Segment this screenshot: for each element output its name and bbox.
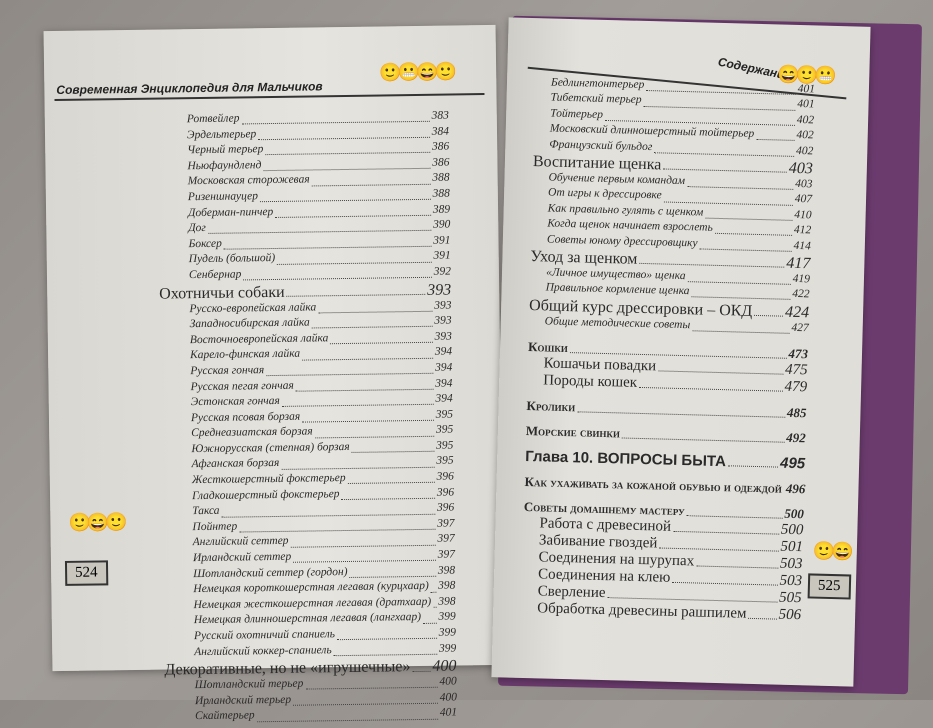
- dot-leader: [433, 607, 436, 608]
- toc-entry-title: Ирландский терьер: [195, 694, 291, 707]
- toc-entry-page: 386: [432, 156, 449, 168]
- toc-entry-page: 386: [432, 141, 449, 153]
- dot-leader: [658, 370, 783, 374]
- toc-entry-title: Английский коккер-спаниель: [194, 644, 332, 658]
- dot-leader: [302, 420, 434, 423]
- toc-entry-page: 393: [435, 330, 452, 342]
- toc-entry-title: Тибетский терьер: [550, 92, 641, 106]
- toc-entry-page: 392: [434, 265, 451, 277]
- dot-leader: [222, 513, 436, 517]
- dot-leader: [257, 718, 438, 722]
- dot-leader: [607, 597, 777, 602]
- toc-entry-title: Западносибирская лайка: [190, 317, 310, 331]
- toc-entry-page: 496: [786, 481, 806, 498]
- toc-entry-page: 396: [437, 502, 454, 514]
- dot-leader: [659, 548, 778, 552]
- dot-leader: [277, 261, 431, 264]
- toc-entry-page: 388: [433, 187, 450, 199]
- dot-leader: [728, 465, 778, 467]
- toc-entry-page: 402: [796, 129, 814, 141]
- toc-entry-page: 424: [785, 303, 809, 322]
- toc-entry-page: 407: [795, 193, 813, 205]
- toc-entry-title: Советы юному дрессировщику: [547, 233, 698, 249]
- dot-leader: [287, 294, 426, 297]
- toc-entry-page: 506: [778, 607, 801, 625]
- dot-leader: [315, 435, 434, 438]
- toc-entry-title: Английский сеттер: [193, 535, 289, 548]
- dot-leader: [691, 297, 790, 301]
- dot-leader: [330, 342, 432, 344]
- toc-entry-title: Правильное кормление щенка: [545, 282, 689, 298]
- toc-entry-title: Московский длинношерстный тойтерьер: [550, 123, 755, 140]
- dot-leader: [639, 387, 783, 392]
- dot-leader: [639, 263, 784, 268]
- toc-entry-page: 396: [437, 486, 454, 498]
- toc-entry-title: Сенбернар: [189, 268, 242, 281]
- toc-entry-title: Советы домашнему мастеру: [524, 499, 685, 519]
- dot-leader: [224, 246, 431, 250]
- toc-entry-title: От игры к дрессировке: [548, 187, 662, 202]
- dot-leader: [312, 183, 431, 186]
- toc-entry-title: Эстонская гончая: [191, 395, 280, 408]
- dot-leader: [663, 169, 787, 173]
- toc-entry-title: Эрдельтерьер: [187, 128, 256, 141]
- dot-leader: [293, 703, 438, 706]
- running-header: Содержание: [717, 55, 792, 84]
- toc-entry-title: Кролики: [526, 398, 575, 415]
- toc-entry-page: 388: [432, 172, 449, 184]
- page-number: 524: [65, 560, 108, 586]
- toc-entry-title: Ризеншнауцер: [188, 190, 258, 203]
- dot-leader: [291, 544, 436, 547]
- toc-entry-page: 495: [780, 455, 805, 473]
- toc-entry-title: Немецкая длинношерстная легавая (лангхаар): [194, 611, 421, 626]
- cartoon-boys-illustration: 😄🙂😬: [777, 64, 833, 86]
- toc-entry-title: Соединения на шурупах: [538, 549, 694, 570]
- dot-leader: [260, 199, 431, 202]
- dot-leader: [687, 281, 790, 285]
- toc-entry-page: 394: [435, 346, 452, 358]
- right-page: [491, 17, 870, 686]
- toc-entry-page: 398: [438, 580, 455, 592]
- toc-entry-page: 399: [439, 626, 456, 638]
- dot-leader: [312, 326, 433, 329]
- dot-leader: [699, 248, 791, 251]
- toc-entry: [524, 474, 804, 497]
- toc-list: [521, 76, 815, 624]
- toc-entry-page: 396: [436, 471, 453, 483]
- toc-entry-title: Среднеазиатская борзая: [191, 426, 313, 440]
- toc-entry-title: Южнорусская (степная) борзая: [191, 441, 349, 455]
- toc-entry-title: Французский бульдог: [549, 138, 652, 153]
- dot-leader: [673, 531, 779, 535]
- dot-leader: [687, 186, 793, 190]
- toc-entry-page: 397: [438, 549, 455, 561]
- toc-entry-title: Тойтерьер: [550, 107, 603, 120]
- dot-leader: [275, 215, 431, 218]
- toc-entry-page: 427: [791, 322, 809, 334]
- toc-entry-page: 417: [786, 255, 810, 274]
- dot-leader: [754, 315, 783, 317]
- toc-entry-title: Обучение первым командам: [548, 171, 685, 187]
- toc-entry-title: Пойнтер: [192, 520, 237, 533]
- toc-entry-title: Немецкая короткошерстная легавая (курцхаар): [193, 580, 429, 595]
- toc-entry-page: 389: [433, 203, 450, 215]
- toc-entry-page: 400: [440, 691, 457, 703]
- toc-entry: [525, 448, 805, 472]
- toc-entry-page: 500: [781, 522, 804, 540]
- toc-entry-title: Черный терьер: [187, 143, 263, 156]
- toc-entry-title: Охотничьи собаки: [159, 283, 285, 303]
- toc-entry-page: 397: [437, 517, 454, 529]
- toc-entry-title: Бедлингтонтерьер: [551, 77, 645, 91]
- dot-leader: [715, 233, 792, 236]
- toc-entry-title: Пудель (большой): [189, 252, 276, 265]
- toc-entry-title: Московская сторожевая: [188, 174, 310, 188]
- toc-entry-title: Русский охотничий спаниель: [194, 628, 335, 642]
- toc-entry-page: 501: [780, 539, 803, 557]
- toc-entry-page: 403: [795, 178, 813, 190]
- toc-entry-page: 401: [797, 98, 815, 110]
- toc-entry-page: 398: [438, 564, 455, 576]
- toc-entry-page: 398: [438, 595, 455, 607]
- toc-entry-page: 394: [435, 361, 452, 373]
- toc-entry-page: 393: [434, 315, 451, 327]
- dot-leader: [337, 638, 437, 640]
- toc-entry-title: Кошки: [528, 339, 568, 356]
- toc-entry-title: Когда щенок начинает взрослеть: [547, 218, 713, 234]
- toc-entry: [526, 398, 806, 421]
- dot-leader: [266, 373, 433, 376]
- dot-leader: [334, 654, 437, 656]
- toc-entry-page: 402: [796, 145, 814, 157]
- toc-entry-page: 485: [787, 405, 807, 422]
- toc-entry-page: 473: [788, 346, 808, 363]
- toc-entry-page: 393: [427, 281, 451, 299]
- page-number: 525: [808, 573, 851, 599]
- toc-entry-title: Шотландский терьер: [195, 678, 304, 692]
- toc-entry-title: Уход за щенком: [530, 248, 637, 269]
- dot-leader: [622, 437, 784, 442]
- toc-entry-page: 412: [794, 224, 812, 236]
- toc-entry-page: 403: [789, 160, 813, 179]
- dot-leader: [293, 560, 435, 563]
- toc-entry-page: 422: [792, 288, 810, 300]
- toc-entry-page: 400: [432, 658, 456, 676]
- toc-entry-title: Кошачьи повадки: [543, 355, 656, 375]
- toc-entry-page: 395: [436, 408, 453, 420]
- toc-entry-title: Забивание гвоздей: [539, 532, 658, 552]
- toc-entry-page: 397: [437, 533, 454, 545]
- toc-entry-title: Жесткошерстный фокстерьер: [192, 472, 346, 486]
- toc-entry-title: Русская гончая: [190, 364, 264, 377]
- toc-entry-title: Русско-европейская лайка: [189, 301, 316, 315]
- toc-entry-title: Гладкошерстный фокстерьер: [192, 488, 340, 502]
- toc-entry-page: 395: [436, 439, 453, 451]
- toc-entry: [165, 707, 457, 727]
- dot-leader: [423, 622, 437, 623]
- dot-leader: [265, 152, 430, 155]
- toc-entry-title: Ирландский сеттер: [193, 551, 291, 564]
- dot-leader: [687, 515, 783, 519]
- toc-entry-page: 395: [436, 424, 453, 436]
- toc-entry-page: 503: [780, 556, 803, 574]
- toc-entry-title: Карело-финская лайка: [190, 348, 300, 362]
- cartoon-boys-illustration: 🙂😄🙂: [68, 512, 124, 534]
- cartoon-boys-illustration: 🙂😬😄🙂: [379, 61, 453, 83]
- toc-entry-page: 400: [439, 676, 456, 688]
- dot-leader: [263, 168, 430, 171]
- toc-entry-title: Морские свинки: [526, 423, 621, 441]
- toc-entry-page: 410: [794, 209, 812, 221]
- toc-entry-title: Скайтерьер: [195, 710, 255, 723]
- toc-entry-page: 503: [779, 573, 802, 591]
- toc-entry-title: Как ухаживать за кожаной обувью и одеждой: [524, 474, 782, 497]
- dot-leader: [302, 357, 433, 360]
- dot-leader: [242, 121, 430, 125]
- toc-entry-page: 391: [433, 234, 450, 246]
- toc-entry-title: Восточноевропейская лайка: [190, 332, 329, 346]
- toc-entry-title: Немецкая жесткошерстная легавая (дратхаар): [193, 596, 431, 611]
- dot-leader: [282, 404, 434, 407]
- toc-entry-page: 500: [784, 506, 804, 523]
- toc-entry-title: Ротвейлер: [187, 112, 240, 125]
- toc-entry-page: 479: [784, 379, 807, 397]
- toc-entry-title: Афганская борзая: [192, 457, 280, 470]
- dot-leader: [208, 230, 431, 234]
- toc-entry-title: Общие методические советы: [545, 315, 691, 331]
- toc-entry-title: Декоративные, но не «игрушечные»: [164, 658, 410, 679]
- toc-entry-page: 401: [440, 707, 457, 719]
- dot-leader: [350, 576, 436, 578]
- dot-leader: [692, 330, 789, 334]
- toc-entry-title: Как правильно гулять с щенком: [548, 202, 704, 218]
- running-header: Современная Энциклопедия для Мальчиков: [56, 79, 322, 97]
- toc-entry-title: Шотландский сеттер (гордон): [193, 566, 348, 580]
- dot-leader: [305, 687, 437, 690]
- toc-entry-title: Работа с древесиной: [539, 515, 671, 535]
- dot-leader: [239, 529, 435, 533]
- toc-entry-page: 402: [797, 114, 815, 126]
- toc-entry-title: Воспитание щенка: [533, 153, 662, 174]
- toc-entry-page: 394: [435, 377, 452, 389]
- toc-entry-title: «Личное имущество» щенка: [546, 266, 686, 282]
- toc-entry-page: 393: [434, 299, 451, 311]
- toc-entry-page: 399: [438, 611, 455, 623]
- toc-entry-page: 394: [435, 393, 452, 405]
- toc-entry-page: 391: [433, 250, 450, 262]
- toc-entry-title: Дог: [188, 222, 206, 234]
- dot-leader: [705, 218, 792, 221]
- dot-leader: [756, 139, 794, 141]
- toc-entry-page: 384: [432, 125, 449, 137]
- dot-leader: [318, 311, 432, 314]
- toc-entry-title: Породы кошек: [543, 372, 637, 391]
- toc-entry-page: 505: [779, 590, 802, 608]
- toc-entry-title: Соединения на клею: [538, 566, 671, 586]
- toc-entry-page: 419: [793, 273, 811, 285]
- toc-entry-title: Боксер: [188, 237, 221, 249]
- dot-leader: [243, 277, 431, 281]
- left-page: [44, 25, 505, 671]
- toc-entry-title: Глава 10. ВОПРОСЫ БЫТА: [525, 448, 726, 470]
- toc-entry: [526, 423, 806, 446]
- toc-entry-page: 492: [786, 430, 806, 447]
- toc-entry-title: Обработка древесины рашпилем: [537, 600, 747, 622]
- toc-entry-title: Русская пегая гончая: [190, 379, 293, 392]
- toc-entry-page: 395: [436, 455, 453, 467]
- toc-entry-page: 401: [798, 83, 816, 95]
- toc-entry-page: 399: [439, 642, 456, 654]
- toc-entry-title: Доберман-пинчер: [188, 206, 273, 219]
- dot-leader: [296, 389, 434, 392]
- cartoon-boys-illustration: 🙂😄: [813, 541, 850, 563]
- toc-entry-page: 414: [793, 239, 811, 251]
- dot-leader: [413, 671, 431, 672]
- toc-entry-page: 475: [785, 362, 808, 380]
- dot-leader: [342, 498, 435, 500]
- toc-list: [157, 110, 458, 727]
- toc-entry-page: 383: [431, 110, 448, 122]
- toc-entry-page: 390: [433, 219, 450, 231]
- dot-leader: [258, 137, 429, 140]
- dot-leader: [352, 451, 435, 453]
- toc-entry-title: Такса: [192, 505, 219, 517]
- dot-leader: [696, 566, 778, 569]
- toc-entry-title: Ньюфаундленд: [187, 159, 261, 172]
- toc-entry-title: Общий курс дрессировки – ОКД: [529, 297, 753, 321]
- toc-entry-title: Русская псовая борзая: [191, 410, 300, 424]
- toc-entry-title: Сверление: [537, 583, 605, 602]
- dot-leader: [281, 467, 434, 470]
- dot-leader: [348, 482, 435, 484]
- dot-leader: [672, 582, 777, 586]
- dot-leader: [748, 618, 776, 620]
- dot-leader: [577, 411, 785, 417]
- dot-leader: [431, 591, 436, 592]
